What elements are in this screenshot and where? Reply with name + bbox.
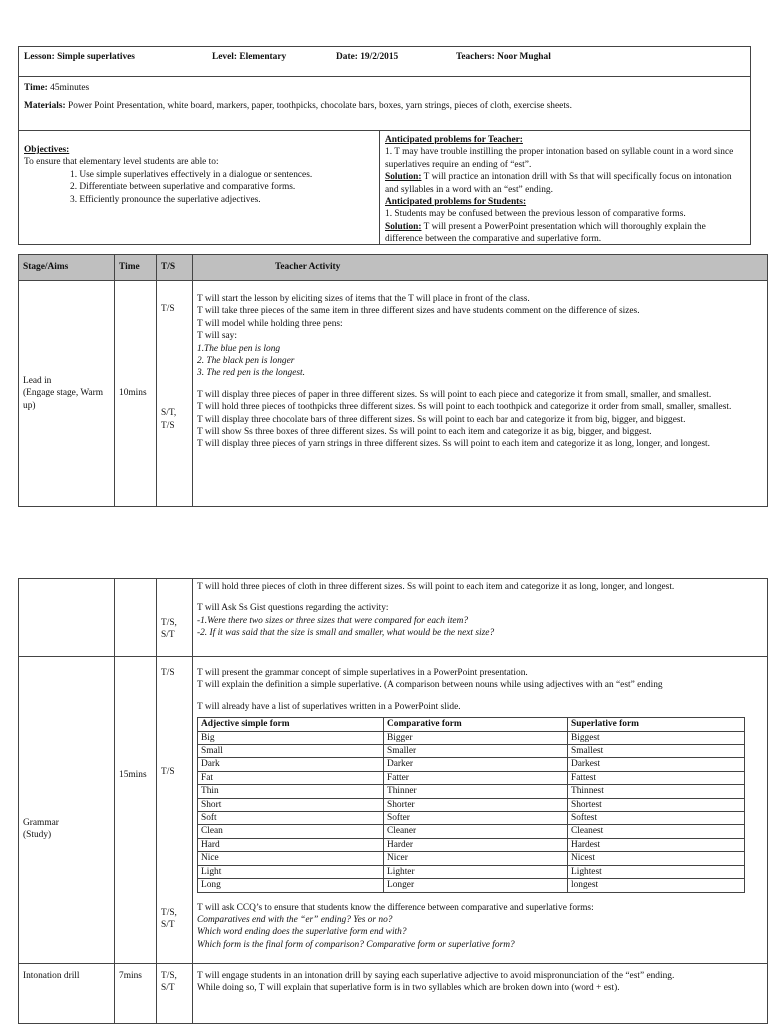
adjective-cell: Light xyxy=(198,865,384,878)
superlative-cell: Shortest xyxy=(568,798,745,811)
superlative-cell: Smallest xyxy=(568,745,745,758)
superlative-cell: Softest xyxy=(568,812,745,825)
comparative-cell: Shorter xyxy=(384,798,568,811)
comparative-cell: Harder xyxy=(384,838,568,851)
comparative-header: Comparative form xyxy=(384,718,568,731)
comparative-cell: Fatter xyxy=(384,771,568,784)
comparative-cell: Smaller xyxy=(384,745,568,758)
example-line: 2. The black pen is longer xyxy=(197,356,295,367)
superlative-header: Superlative form xyxy=(568,718,745,731)
time-cell: 10mins xyxy=(115,281,157,507)
adjective-header: Adjective simple form xyxy=(198,718,384,731)
activity-line: T will engage students in an intonation drill by saying each superlative adjective to avoid mispronunciation of the “est” ending. xyxy=(197,971,675,981)
superlative-cell: Thinnest xyxy=(568,785,745,798)
activity-cell xyxy=(193,281,768,507)
superlatives-row xyxy=(198,731,745,744)
objectives-intro: To ensure that elementary level students are able to: xyxy=(24,157,219,168)
lesson-info-row xyxy=(19,47,750,77)
intonation-row xyxy=(19,964,768,1024)
adjective-cell: Long xyxy=(198,879,384,892)
anticipated-problems-cell xyxy=(380,131,750,244)
comparative-cell: Darker xyxy=(384,758,568,771)
table-header-row xyxy=(19,255,768,281)
activity-line: T will display three chocolate bars of three different sizes. Ss will point to each bar and categorize it from big, bigger, and biggest. xyxy=(197,414,686,425)
adjective-cell: Small xyxy=(198,745,384,758)
activity-line: T will present the grammar concept of simple superlatives in a PowerPoint presentation. xyxy=(197,668,528,678)
level-field: Level: Elementary xyxy=(212,52,287,62)
activity-line: T will hold three pieces of cloth in three different sizes. Ss will point to each item and categorize it as long, longer, and longest. xyxy=(197,582,675,592)
example-line: 1.The blue pen is long xyxy=(197,343,281,354)
col-activity-header: Teacher Activity xyxy=(193,255,768,281)
activity-line: T will show Ss three boxes of three different sizes. Ss will point to each item and categorize it as big, bigger, and biggest. xyxy=(197,427,652,438)
activity-cell xyxy=(193,657,768,964)
stage-cell: Grammar (Study) xyxy=(19,657,115,964)
superlatives-table xyxy=(197,717,745,892)
ccq-question: Which form is the final form of comparison? Comparative form or superlative form? xyxy=(197,939,515,950)
lesson-stage-table xyxy=(18,254,768,507)
stage-cell xyxy=(19,579,115,657)
lesson-field: Lesson: Simple superlatives xyxy=(24,52,135,62)
ts-cell: T/S, S/T xyxy=(157,579,193,657)
activity-line: T will display three pieces of paper in three different sizes. Ss will point to each piece and categorize it from small, smaller, and smallest. xyxy=(197,389,712,400)
ts-cell: T/S, S/T xyxy=(157,964,193,1024)
superlatives-row xyxy=(198,838,745,851)
grammar-row xyxy=(19,657,768,964)
superlative-cell: Lightest xyxy=(568,865,745,878)
materials-field: Materials: Power Point Presentation, white board, markers, paper, toothpicks, chocolate bars, boxes, yarn strings, pieces of cloth, exercise sheets. xyxy=(24,101,572,112)
stage-cell: Intonation drill xyxy=(19,964,115,1024)
superlatives-header-row xyxy=(198,718,745,731)
comparative-cell: Lighter xyxy=(384,865,568,878)
comparative-cell: Softer xyxy=(384,812,568,825)
comparative-cell: Nicer xyxy=(384,852,568,865)
time-field: Time: 45minutes xyxy=(24,83,90,93)
superlatives-row xyxy=(198,852,745,865)
superlatives-row xyxy=(198,812,745,825)
objectives-problems-row xyxy=(19,131,750,244)
problems-students-text: 1. Students may be confused between the previous lesson of comparative forms. xyxy=(385,209,686,220)
adjective-cell: Clean xyxy=(198,825,384,838)
col-ts-header: T/S xyxy=(157,255,193,281)
superlative-cell: Nicest xyxy=(568,852,745,865)
example-line: 3. The red pen is the longest. xyxy=(197,368,305,379)
comparative-cell: Bigger xyxy=(384,731,568,744)
problems-teacher-text: 1. T may have trouble instilling the proper intonation based on syllable count in a word since superlatives require an ending of “est”. xyxy=(385,147,734,170)
activity-line: T will Ask Ss Gist questions regarding the activity: xyxy=(197,603,389,614)
superlative-cell: longest xyxy=(568,879,745,892)
lesson-info-box xyxy=(18,46,751,245)
lesson-stage-table-continued xyxy=(18,578,768,1024)
comparative-cell: Thinner xyxy=(384,785,568,798)
activity-line: T will take three pieces of the same item in three different sizes and have students comment on the difference of sizes. xyxy=(197,306,640,317)
stage-cell: Lead in (Engage stage, Warm up) xyxy=(19,281,115,507)
activity-line: T will start the lesson by eliciting sizes of items that the T will place in front of the class. xyxy=(197,294,530,304)
date-field: Date: 19/2/2015 xyxy=(336,52,399,62)
adjective-cell: Fat xyxy=(198,771,384,784)
ccq-intro: T will ask CCQ’s to ensure that students know the difference between comparative and superlative forms: xyxy=(197,902,594,913)
adjective-cell: Hard xyxy=(198,838,384,851)
superlatives-row xyxy=(198,771,745,784)
activity-line: While doing so, T will explain that superlative form is in two syllables which are broken down into (word + est). xyxy=(197,983,620,994)
superlative-cell: Darkest xyxy=(568,758,745,771)
adjective-cell: Big xyxy=(198,731,384,744)
col-stage-header: Stage/Aims xyxy=(19,255,115,281)
ts-cell: T/S S/T, T/S xyxy=(157,281,193,507)
objective-item: 1. Use simple superlatives effectively in a dialogue or sentences. xyxy=(70,169,313,180)
adjective-cell: Thin xyxy=(198,785,384,798)
adjective-cell: Dark xyxy=(198,758,384,771)
col-time-header: Time xyxy=(115,255,157,281)
objective-item: 3. Efficiently pronounce the superlative adjectives. xyxy=(70,194,261,205)
superlatives-row xyxy=(198,785,745,798)
problems-teacher-heading: Anticipated problems for Teacher: xyxy=(385,135,523,145)
objectives-cell xyxy=(19,131,380,244)
superlatives-row xyxy=(198,825,745,838)
superlatives-row xyxy=(198,865,745,878)
problems-students-heading: Anticipated problems for Students: xyxy=(385,197,527,208)
activity-cell xyxy=(193,579,768,657)
activity-line: T will hold three pieces of toothpicks three different sizes. Ss will point to each toothpick and categorize it order from small, smaller, smallest. xyxy=(197,402,732,413)
superlative-cell: Hardest xyxy=(568,838,745,851)
comparative-cell: Longer xyxy=(384,879,568,892)
solution-teacher: Solution: T will practice an intonation drill with Ss that will specifically focus on intonation and syllables in a word with an “est” ending. xyxy=(385,172,732,195)
time-cell: 15mins xyxy=(115,657,157,964)
superlatives-row xyxy=(198,879,745,892)
solution-students: Solution: T will present a PowerPoint presentation which will thoroughly explain the difference between the comparative and superlative form. xyxy=(385,221,706,245)
time-cell: 7mins xyxy=(115,964,157,1024)
activity-line: T will model while holding three pens: xyxy=(197,318,343,329)
gist-question: -1.Were there two sizes or three sizes that were compared for each item? xyxy=(197,615,469,626)
activity-line: T will display three pieces of yarn strings in three different sizes. Ss will point to each item and categorize it as long, longer, and longest. xyxy=(197,439,710,450)
teachers-field: Teachers: Noor Mughal xyxy=(456,52,551,62)
activity-line: T will explain the definition a simple superlative. (A comparison between nouns while using adjectives with an “est” ending xyxy=(197,680,663,691)
gist-question: -2. If it was said that the size is small and smaller, what would be the next size? xyxy=(197,628,495,639)
superlatives-row xyxy=(198,758,745,771)
ccq-question: Comparatives end with the “er” ending? Yes or no? xyxy=(197,914,393,925)
activity-cell xyxy=(193,964,768,1024)
ts-cell: T/S T/S T/S, S/T xyxy=(157,657,193,964)
lead-in-row xyxy=(19,281,768,507)
superlatives-row xyxy=(198,745,745,758)
time-materials-row xyxy=(19,77,750,131)
comparative-cell: Cleaner xyxy=(384,825,568,838)
gist-row xyxy=(19,579,768,657)
superlative-cell: Fattest xyxy=(568,771,745,784)
activity-line: T will say: xyxy=(197,331,237,342)
superlative-cell: Biggest xyxy=(568,731,745,744)
time-cell xyxy=(115,579,157,657)
objectives-heading: Objectives: xyxy=(24,145,70,155)
superlatives-row xyxy=(198,798,745,811)
objective-item: 2. Differentiate between superlative and comparative forms. xyxy=(70,182,296,193)
ccq-question: Which word ending does the superlative form end with? xyxy=(197,927,407,938)
adjective-cell: Soft xyxy=(198,812,384,825)
activity-line: T will already have a list of superlatives written in a PowerPoint slide. xyxy=(197,701,461,712)
adjective-cell: Nice xyxy=(198,852,384,865)
adjective-cell: Short xyxy=(198,798,384,811)
superlative-cell: Cleanest xyxy=(568,825,745,838)
